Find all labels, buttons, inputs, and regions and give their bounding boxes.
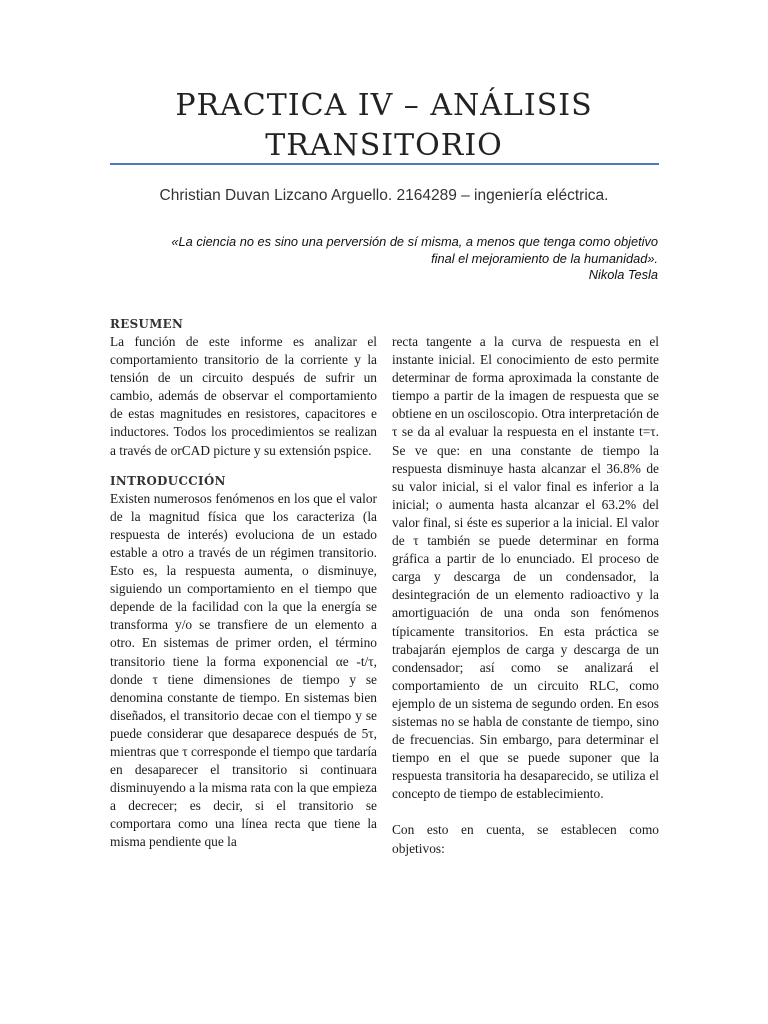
title-line-1: PRACTICA IV – ANÁLISIS: [175, 88, 593, 123]
quote-attribution: Nikola Tesla: [588, 267, 658, 282]
author-line: Christian Duvan Lizcano Arguello. 2164289 – ingeniería eléctrica.: [159, 187, 609, 204]
title-line-2: TRANSITORIO: [265, 128, 503, 163]
quote-line-1: «La ciencia no es sino una perversión de sí misma, a menos que tenga como objetivo: [171, 234, 658, 249]
document-title: [110, 86, 658, 166]
right-column: [392, 333, 659, 858]
resumen-heading: RESUMEN: [110, 317, 184, 331]
epigraph-quote: [110, 234, 658, 284]
resumen-text: La función de este informe es analizar el comportamiento transitorio de la corriente y la tensión de un circuito después de sufrir un cambio, además de observar el comportamiento de estas magnitudes en resistores, capacitores e inductores. Todos los procedimientos se realizan a través de orCAD picture y su extensión pspice.: [110, 334, 377, 458]
introduccion-text-left: Existen numerosos fenómenos en los que el valor de la magnitud física que los caracteriza (la respuesta de interés) evoluciona de un estado estable a otro a través de un régimen transitorio. Esto es, la respuesta aumenta, o disminuye, siguiendo un comportamiento en el tiempo que depende de la facilidad con la que la energía se transforma y/o se transfiere de un elemento a otro. En sistemas de primer orden, el término transitorio tiene la forma exponencial αe -t/τ, donde τ tiene dimensiones de tiempo y se denomina constante de tiempo. En sistemas bien diseñados, el transitorio decae con el tiempo y se puede considerar que desaparece después de 5τ, mientras que τ corresponde el tiempo que tardaría en desaparecer el transitorio si continuara disminuyendo a la misma rata con la que empieza a decrecer; es decir, si el transitorio se comportara como una línea recta que tiene la misma pendiente que la: [110, 490, 377, 850]
introduccion-text-right: recta tangente a la curva de respuesta en el instante inicial. El conocimiento de esto permite determinar de forma aproximada la constante de tiempo a partir de la imagen de respuesta que se obtiene en un osciloscopio. Otra interpretación de τ se da al evaluar la respuesta en el instante t=τ. Se ve que: en una constante de tiempo la respuesta disminuye hasta alcanzar el 36.8% de su valor inicial, si el valor final es inferior a la inicial; o aumenta hasta alcanzar el 63.2% del valor final, si éste es superior a la inicial. El valor de τ también se puede determinar en forma gráfica a partir de lo enunciado. El proceso de carga y descarga de un condensador, la desintegración de un elemento radioactivo y la amortiguación de una onda son fenómenos típicamente transitorios. En esta práctica se trabajarán ejemplos de carga y descarga de un condensador; así como se analizará el comportamiento de un circuito RLC, como ejemplo de un sistema de segundo orden. En esos sistemas no se habla de constante de tiempo, sino de frecuencias. Sin embargo, para determinar el tiempo en el que se puede suponer que la respuesta transitoria ha desaparecido, se utiliza el concepto de tiempo de establecimiento.: [392, 334, 659, 802]
title-underline: [110, 163, 659, 165]
introduccion-heading: INTRODUCCIÓN: [110, 473, 226, 488]
quote-line-2: final el mejoramiento de la humanidad».: [431, 250, 658, 266]
objetivos-intro: Con esto en cuenta, se establecen como objetivos:: [392, 822, 659, 856]
left-column: [110, 315, 377, 852]
